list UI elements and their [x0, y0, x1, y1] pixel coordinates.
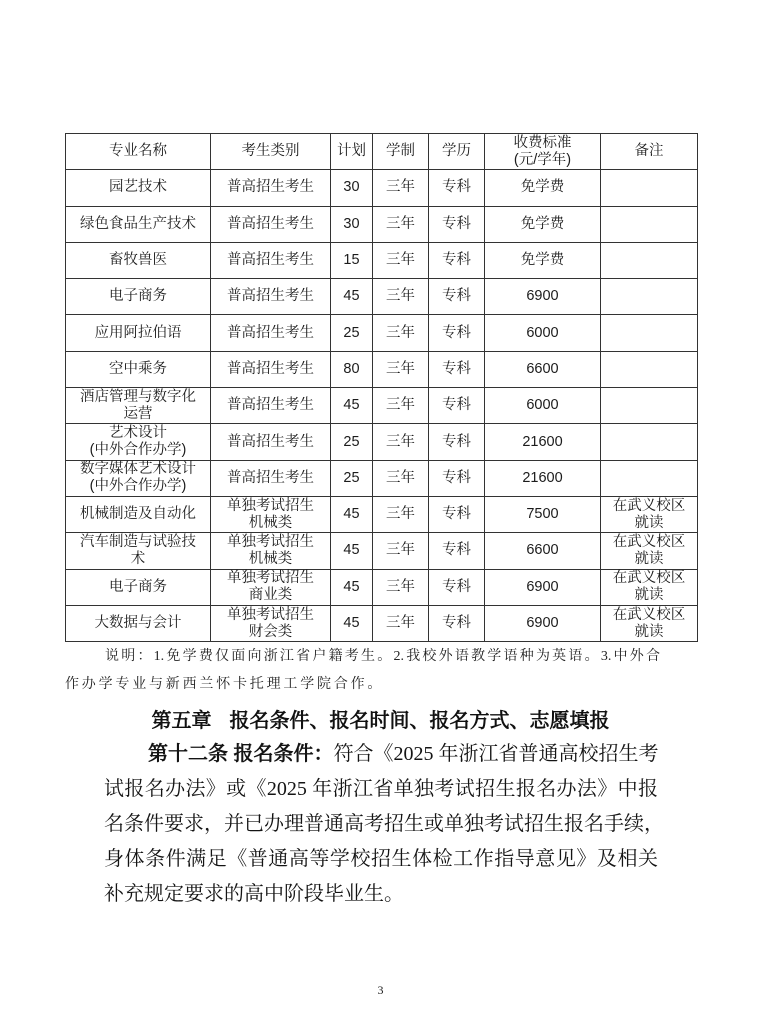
cell-text: 运营: [123, 405, 153, 422]
cell-text: 专科: [442, 288, 471, 305]
article-line: [104, 737, 658, 772]
cell-text: 园艺技术: [109, 179, 167, 196]
cell-text: 单独考试招生: [227, 606, 314, 623]
table-row: [66, 496, 698, 532]
cell-text: 45: [343, 542, 360, 559]
cell-text: (中外合作办学): [89, 442, 187, 459]
major-cell: [66, 206, 211, 242]
header-duration: [373, 134, 429, 170]
cell-text: 21600: [522, 469, 563, 486]
cell-text: 专科: [442, 469, 471, 486]
fee-cell: [485, 351, 601, 387]
cell-text: 就读: [634, 587, 664, 604]
fee-cell: [485, 315, 601, 351]
major-cell: [66, 242, 211, 278]
cell-text: 三年: [386, 324, 415, 341]
cell-text: 在武义校区: [612, 497, 686, 514]
cell-text: 三年: [386, 506, 415, 523]
table-note-line: 作办学专业与新西兰怀卡托理工学院合作。: [65, 677, 385, 692]
cell-text: 25: [343, 469, 360, 486]
cell-text: 专科: [442, 360, 471, 377]
remark-cell: [601, 351, 698, 387]
cell-text: 酒店管理与数字化: [80, 388, 196, 405]
plan-cell: [331, 315, 373, 351]
header-text: 学制: [386, 143, 415, 160]
cell-text: 畜牧兽医: [109, 252, 167, 269]
table-row: [66, 315, 698, 351]
plan-cell: [331, 460, 373, 496]
cell-text: 6000: [526, 324, 559, 341]
article-line: 补充规定要求的高中阶段毕业生。: [104, 883, 404, 905]
cell-text: 45: [343, 397, 360, 414]
cell-text: 6600: [526, 542, 559, 559]
cell-text: 就读: [634, 514, 664, 531]
cell-text: 三年: [386, 615, 415, 631]
level-cell: [429, 315, 485, 351]
remark-cell: [601, 460, 698, 496]
table-body: [66, 170, 698, 642]
cell-text: 专科: [442, 433, 471, 450]
cell-text: 6900: [526, 578, 559, 595]
remark-cell: [601, 242, 698, 278]
remark-cell: [601, 279, 698, 315]
header-major: [66, 134, 211, 170]
cell-text: 普高招生考生: [227, 252, 314, 269]
major-cell: [66, 388, 211, 424]
level-cell: [429, 424, 485, 460]
chapter-title: 报名条件、报名时间、报名方式、志愿填报: [229, 710, 610, 732]
cell-text: 25: [343, 433, 360, 450]
cell-text: 专科: [442, 252, 471, 269]
category-cell: [211, 533, 331, 569]
major-cell: [66, 496, 211, 532]
remark-cell: [601, 315, 698, 351]
header-text: 计划: [337, 143, 366, 160]
duration-cell: [373, 242, 429, 278]
cell-text: (中外合作办学): [89, 478, 187, 495]
cell-text: 在武义校区: [612, 533, 686, 550]
cell-text: 三年: [386, 360, 415, 377]
table-row: [66, 533, 698, 569]
header-text: 备注: [634, 143, 664, 160]
cell-text: 财会类: [248, 623, 293, 640]
page-number: 3: [377, 983, 384, 997]
category-cell: [211, 170, 331, 206]
cell-text: 空中乘务: [109, 360, 167, 377]
duration-cell: [373, 170, 429, 206]
level-cell: [429, 351, 485, 387]
cell-text: 普高招生考生: [227, 324, 314, 341]
cell-text: 艺术设计: [109, 425, 167, 442]
cell-text: 电子商务: [109, 288, 167, 305]
cell-text: 25: [343, 324, 360, 341]
cell-text: 普高招生考生: [227, 433, 314, 450]
fee-cell: [485, 206, 601, 242]
table-row: [66, 388, 698, 424]
remark-cell: [601, 388, 698, 424]
major-cell: [66, 605, 211, 641]
cell-text: 6600: [526, 360, 559, 377]
article-line: 名条件要求，并已办理普通高考招生或单独考试招生报名手续，: [104, 813, 664, 835]
article-line: 身体条件满足《普通高等学校招生体检工作指导意见》及相关: [104, 848, 658, 870]
cell-text: 汽车制造与试验技: [80, 533, 196, 550]
plan-cell: [331, 242, 373, 278]
plan-cell: [331, 388, 373, 424]
plan-cell: [331, 279, 373, 315]
table-row: [66, 170, 698, 206]
cell-text: 就读: [634, 550, 664, 567]
plan-cell: [331, 496, 373, 532]
plan-cell: [331, 533, 373, 569]
cell-text: 专科: [442, 324, 471, 341]
fee-cell: [485, 569, 601, 605]
plan-cell: [331, 424, 373, 460]
cell-text: 6900: [526, 615, 559, 631]
remark-cell: [601, 424, 698, 460]
duration-cell: [373, 533, 429, 569]
duration-cell: [373, 279, 429, 315]
category-cell: [211, 496, 331, 532]
cell-text: 45: [343, 288, 360, 305]
table-row: [66, 206, 698, 242]
cell-text: 电子商务: [109, 578, 167, 595]
header-text: 专业名称: [109, 143, 167, 160]
header-text: 考生类别: [241, 143, 300, 160]
duration-cell: [373, 569, 429, 605]
cell-text: 就读: [634, 623, 664, 640]
table-row: [66, 242, 698, 278]
cell-text: 普高招生考生: [227, 179, 314, 196]
chapter-number: 第五章: [151, 710, 212, 732]
cell-text: 三年: [386, 252, 415, 269]
level-cell: [429, 605, 485, 641]
category-cell: [211, 315, 331, 351]
table-row: [66, 279, 698, 315]
level-cell: [429, 496, 485, 532]
major-cell: [66, 569, 211, 605]
duration-cell: [373, 605, 429, 641]
fee-cell: [485, 279, 601, 315]
level-cell: [429, 170, 485, 206]
cell-text: 大数据与会计: [94, 615, 182, 631]
cell-text: 45: [343, 615, 360, 631]
category-cell: [211, 424, 331, 460]
cell-text: 单独考试招生: [227, 497, 314, 514]
cell-text: 普高招生考生: [227, 469, 314, 486]
cell-text: 单独考试招生: [227, 533, 314, 550]
table-row: [66, 424, 698, 460]
cell-text: 三年: [386, 397, 415, 414]
cell-text: 专科: [442, 215, 471, 232]
admission-plan-table: [65, 133, 698, 642]
cell-text: 免学费: [520, 252, 565, 269]
cell-text: 免学费: [520, 179, 565, 196]
cell-text: 普高招生考生: [227, 360, 314, 377]
cell-text: 应用阿拉伯语: [94, 324, 182, 341]
header-category: [211, 134, 331, 170]
major-cell: [66, 315, 211, 351]
cell-text: 机械类: [248, 550, 293, 567]
article-paragraph: [104, 737, 664, 912]
level-cell: [429, 533, 485, 569]
cell-text: 专科: [442, 397, 471, 414]
fee-cell: [485, 424, 601, 460]
major-cell: [66, 424, 211, 460]
remark-cell: [601, 496, 698, 532]
header-plan: [331, 134, 373, 170]
cell-text: 免学费: [520, 215, 565, 232]
table-row: [66, 569, 698, 605]
cell-text: 7500: [526, 506, 559, 523]
major-cell: [66, 351, 211, 387]
fee-cell: [485, 170, 601, 206]
cell-text: 单独考试招生: [227, 570, 314, 587]
category-cell: [211, 605, 331, 641]
level-cell: [429, 206, 485, 242]
cell-text: 专科: [442, 506, 471, 523]
duration-cell: [373, 424, 429, 460]
table-header-row: [66, 134, 698, 170]
cell-text: 三年: [386, 578, 415, 595]
category-cell: [211, 460, 331, 496]
cell-text: 专科: [442, 179, 471, 196]
duration-cell: [373, 388, 429, 424]
cell-text: 机械类: [248, 514, 293, 531]
cell-text: 在武义校区: [612, 570, 686, 587]
level-cell: [429, 460, 485, 496]
category-cell: [211, 206, 331, 242]
table-row: [66, 351, 698, 387]
article-text: 符合《2025 年浙江省普通高校招生考: [333, 743, 659, 765]
table-row: [66, 460, 698, 496]
level-cell: [429, 569, 485, 605]
level-cell: [429, 279, 485, 315]
cell-text: 6900: [526, 288, 559, 305]
major-cell: [66, 533, 211, 569]
cell-text: 专科: [442, 615, 471, 631]
cell-text: 21600: [522, 433, 563, 450]
article-line: 试报名办法》或《2025 年浙江省单独考试招生报名办法》中报: [104, 778, 658, 800]
cell-text: 绿色食品生产技术: [80, 215, 196, 232]
duration-cell: [373, 351, 429, 387]
cell-text: 专科: [442, 542, 471, 559]
header-text: 收费标准: [513, 134, 572, 151]
duration-cell: [373, 315, 429, 351]
level-cell: [429, 388, 485, 424]
header-text: 学历: [442, 143, 471, 160]
duration-cell: [373, 460, 429, 496]
table-note-line: 说明：1.免学费仅面向浙江省户籍考生。2.我校外语教学语种为英语。3.中外合: [105, 649, 660, 664]
cell-text: 普高招生考生: [227, 215, 314, 232]
cell-text: 普高招生考生: [227, 397, 314, 414]
cell-text: 三年: [386, 433, 415, 450]
remark-cell: [601, 605, 698, 641]
plan-cell: [331, 206, 373, 242]
fee-cell: [485, 242, 601, 278]
cell-text: 三年: [386, 215, 415, 232]
category-cell: [211, 279, 331, 315]
category-cell: [211, 242, 331, 278]
remark-cell: [601, 206, 698, 242]
cell-text: 45: [343, 578, 360, 595]
cell-text: 45: [343, 506, 360, 523]
cell-text: 30: [343, 179, 360, 196]
header-level: [429, 134, 485, 170]
level-cell: [429, 242, 485, 278]
plan-cell: [331, 170, 373, 206]
table-row: [66, 605, 698, 641]
cell-text: 专科: [442, 578, 471, 595]
category-cell: [211, 569, 331, 605]
cell-text: 30: [343, 215, 360, 232]
category-cell: [211, 351, 331, 387]
major-cell: [66, 279, 211, 315]
major-cell: [66, 170, 211, 206]
fee-cell: [485, 533, 601, 569]
fee-cell: [485, 460, 601, 496]
cell-text: 机械制造及自动化: [80, 506, 196, 523]
cell-text: 在武义校区: [612, 606, 686, 623]
remark-cell: [601, 170, 698, 206]
article-label: 第十二条 报名条件：: [148, 743, 334, 765]
plan-cell: [331, 569, 373, 605]
header-remark: [601, 134, 698, 170]
cell-text: 三年: [386, 288, 415, 305]
cell-text: 术: [130, 550, 146, 567]
remark-cell: [601, 569, 698, 605]
chapter-heading: [0, 709, 761, 733]
fee-cell: [485, 496, 601, 532]
fee-cell: [485, 605, 601, 641]
plan-cell: [331, 351, 373, 387]
cell-text: 数字媒体艺术设计: [80, 461, 196, 478]
cell-text: 三年: [386, 469, 415, 486]
cell-text: 15: [343, 252, 360, 269]
duration-cell: [373, 496, 429, 532]
cell-text: 80: [343, 360, 360, 377]
plan-cell: [331, 605, 373, 641]
category-cell: [211, 388, 331, 424]
cell-text: 6000: [526, 397, 559, 414]
cell-text: 普高招生考生: [227, 288, 314, 305]
fee-cell: [485, 388, 601, 424]
major-cell: [66, 460, 211, 496]
cell-text: 商业类: [248, 587, 293, 604]
header-text: (元/学年): [513, 151, 572, 168]
remark-cell: [601, 533, 698, 569]
cell-text: 三年: [386, 542, 415, 559]
cell-text: 三年: [386, 179, 415, 196]
header-fee: [485, 134, 601, 170]
duration-cell: [373, 206, 429, 242]
